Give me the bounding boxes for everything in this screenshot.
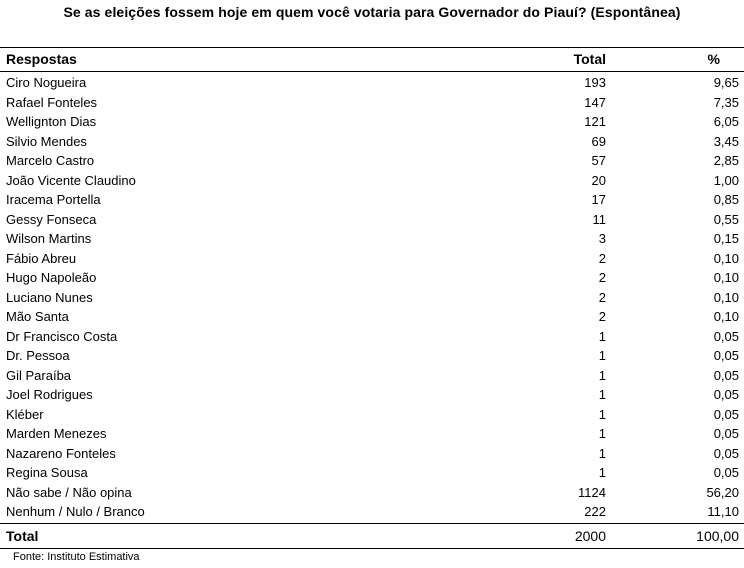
table-row (0, 288, 744, 308)
row-name: Wilson Martins (6, 231, 92, 246)
row-total: 121 (584, 114, 606, 129)
header-total: Total (573, 51, 606, 67)
row-name: Gil Paraíba (6, 367, 72, 383)
row-pct: 0,15 (713, 231, 739, 246)
row-total: 3 (598, 231, 606, 246)
row-pct: 0,10 (713, 270, 739, 285)
row-total: 222 (584, 504, 606, 519)
row-total: 1 (598, 387, 606, 402)
row-name: Marden Menezes (6, 426, 107, 441)
table-row (0, 151, 744, 171)
total-row (0, 524, 744, 548)
row-total: 147 (584, 94, 606, 110)
row-pct: 0,05 (713, 445, 739, 461)
table-row (0, 424, 744, 444)
row-pct: 0,85 (713, 192, 739, 207)
row-total: 2 (598, 250, 606, 266)
header-respostas: Respostas (6, 51, 77, 67)
row-total: 20 (591, 172, 606, 188)
source-note: Fonte: Instituto Estimativa (13, 551, 140, 563)
row-total: 1 (598, 445, 606, 461)
row-pct: 11,10 (707, 504, 739, 519)
row-total: 1 (598, 465, 606, 480)
total-value: 2000 (574, 528, 606, 544)
row-total: 69 (591, 133, 606, 149)
row-name: Dr Francisco Costa (6, 328, 118, 344)
row-pct: 0,05 (713, 426, 739, 441)
row-name: Nazareno Fonteles (6, 445, 116, 461)
row-total: 17 (591, 192, 606, 207)
table-row (0, 444, 744, 464)
row-name: Kléber (6, 406, 44, 422)
table-row (0, 502, 744, 522)
row-pct: 9,65 (713, 75, 739, 90)
row-pct: 0,05 (713, 465, 739, 480)
row-name: Joel Rodrigues (6, 387, 93, 402)
table-row (0, 171, 744, 191)
total-pct: 100,00 (696, 528, 739, 544)
row-name: Silvio Mendes (6, 133, 87, 149)
row-pct: 2,85 (713, 153, 739, 168)
row-total: 1 (598, 367, 606, 383)
table-row (0, 463, 744, 483)
row-pct: 3,45 (713, 133, 739, 149)
row-total: 11 (592, 211, 606, 227)
row-pct: 0,05 (713, 367, 739, 383)
table-body (0, 73, 744, 522)
row-pct: 0,10 (713, 289, 739, 305)
row-pct: 56,20 (706, 484, 739, 500)
table-row (0, 210, 744, 230)
row-pct: 0,05 (713, 328, 739, 344)
table-row (0, 483, 744, 503)
table-row (0, 327, 744, 347)
row-name: Não sabe / Não opina (6, 484, 132, 500)
row-pct: 7,35 (713, 94, 739, 110)
row-pct: 0,05 (713, 348, 739, 363)
row-name: Hugo Napoleão (6, 270, 97, 285)
row-total: 2 (598, 289, 606, 305)
total-label: Total (6, 528, 39, 544)
row-name: Iracema Portella (6, 192, 101, 207)
table-row (0, 346, 744, 366)
row-total: 1124 (578, 484, 606, 500)
row-name: Wellignton Dias (6, 114, 97, 129)
table-row (0, 366, 744, 386)
row-pct: 0,55 (713, 211, 739, 227)
row-name: Mão Santa (6, 309, 69, 324)
row-pct: 0,10 (713, 309, 739, 324)
row-total: 1 (598, 406, 606, 422)
row-total: 1 (598, 348, 606, 363)
row-name: Ciro Nogueira (6, 75, 87, 90)
row-pct: 6,05 (713, 114, 739, 129)
row-pct: 0,05 (713, 406, 739, 422)
table-header (0, 48, 744, 71)
table-row (0, 405, 744, 425)
row-pct: 0,05 (713, 387, 739, 402)
table-row (0, 112, 744, 132)
table-row (0, 93, 744, 113)
header-rule (0, 71, 744, 72)
header-pct: % (707, 51, 720, 67)
row-total: 57 (591, 153, 606, 168)
table-row (0, 132, 744, 152)
row-total: 2 (598, 309, 606, 324)
row-name: Dr. Pessoa (6, 348, 70, 363)
table-row (0, 229, 744, 249)
table-row (0, 307, 744, 327)
table-row (0, 268, 744, 288)
row-total: 1 (598, 328, 606, 344)
row-name: Gessy Fonseca (6, 211, 97, 227)
table-row (0, 249, 744, 269)
row-name: Regina Sousa (6, 465, 88, 480)
row-pct: 1,00 (713, 172, 739, 188)
table-row (0, 385, 744, 405)
row-name: Fábio Abreu (6, 250, 77, 266)
row-total: 193 (584, 75, 606, 90)
row-name: João Vicente Claudino (6, 172, 136, 188)
row-name: Nenhum / Nulo / Branco (6, 504, 145, 519)
row-total: 1 (598, 426, 606, 441)
table-row (0, 190, 744, 210)
table-title: Se as eleições fossem hoje em quem você votaria para Governador do Piauí? (Espontânea) (63, 4, 681, 20)
row-name: Rafael Fonteles (6, 94, 98, 110)
row-name: Marcelo Castro (6, 153, 95, 168)
row-name: Luciano Nunes (6, 289, 93, 305)
row-pct: 0,10 (713, 250, 739, 266)
table-row (0, 73, 744, 93)
total-bottom-rule (0, 548, 744, 549)
row-total: 2 (598, 270, 606, 285)
